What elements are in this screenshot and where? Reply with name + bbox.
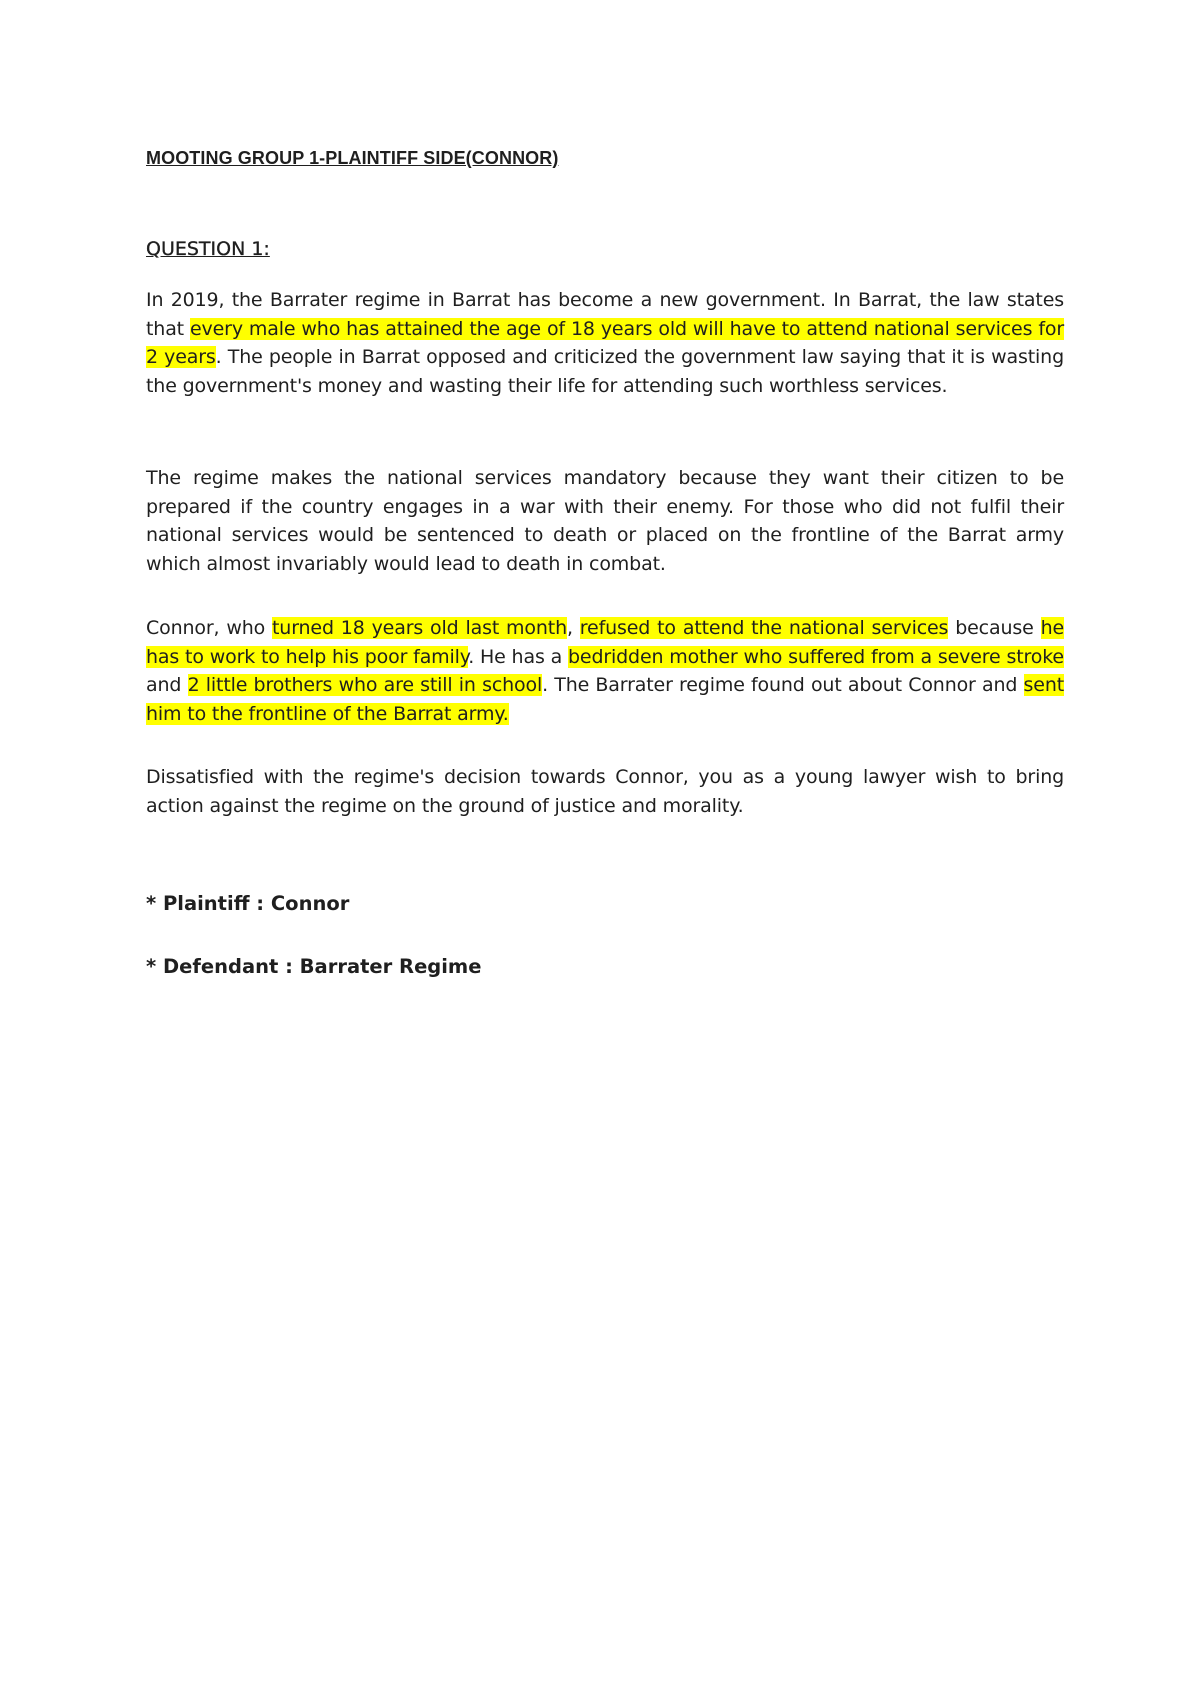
- highlight-work-reason: he has to work to help his poor family: [146, 617, 1065, 668]
- highlight-refusal: refused to attend the national services: [579, 617, 949, 639]
- paragraph-3-text-4: . He has a: [468, 645, 568, 668]
- highlight-national-service-law: every male who has attained the age of 18 years old will have to attend national services for 2 years: [146, 317, 1065, 368]
- paragraph-3-text-2: ,: [566, 617, 580, 639]
- paragraph-3: [146, 614, 1064, 728]
- document-title: MOOTING GROUP 1-PLAINTIFF SIDE(CONNOR): [146, 148, 559, 168]
- question-heading: QUESTION 1:: [146, 238, 270, 260]
- paragraph-3-text-5: and: [146, 674, 188, 696]
- paragraph-4: Dissatisfied with the regime's decision towards Connor, you as a young lawyer wish to bring action against the regime on the ground of justice and morality.: [146, 766, 1064, 817]
- paragraph-1-text-1: In 2019, the Barrater regime in Barrat has become a new government. In Barrat, the law states that: [146, 289, 1064, 340]
- paragraph-3-text-3: because: [948, 617, 1041, 639]
- highlight-bedridden-mother: bedridden mother who suffered from a severe stroke: [568, 645, 1064, 668]
- paragraph-2: The regime makes the national services mandatory because they want their citizen to be prepared if the country engages in a war with their enemy. For those who did not fulfil their national services would be sentenced to death or placed on the frontline of the Barrat army which almost invariably would lead to death in combat.: [146, 467, 1064, 575]
- paragraph-1: [146, 286, 1064, 400]
- defendant-line: * Defendant : Barrater Regime: [146, 955, 482, 978]
- paragraph-1-text-2: . The people in Barrat opposed and criticized the government law saying that it is wasting the government's money and wasting their life for attending such worthless services.: [146, 346, 1064, 397]
- paragraph-3-text-1: Connor, who: [146, 617, 272, 639]
- highlight-brothers: 2 little brothers who are still in school: [187, 674, 543, 696]
- highlight-age: turned 18 years old last month: [272, 617, 567, 639]
- plaintiff-line: * Plaintiff : Connor: [146, 892, 350, 915]
- highlight-frontline: sent him to the frontline of the Barrat army.: [146, 674, 1065, 725]
- paragraph-3-text-6: . The Barrater regime found out about Connor and: [542, 674, 1024, 696]
